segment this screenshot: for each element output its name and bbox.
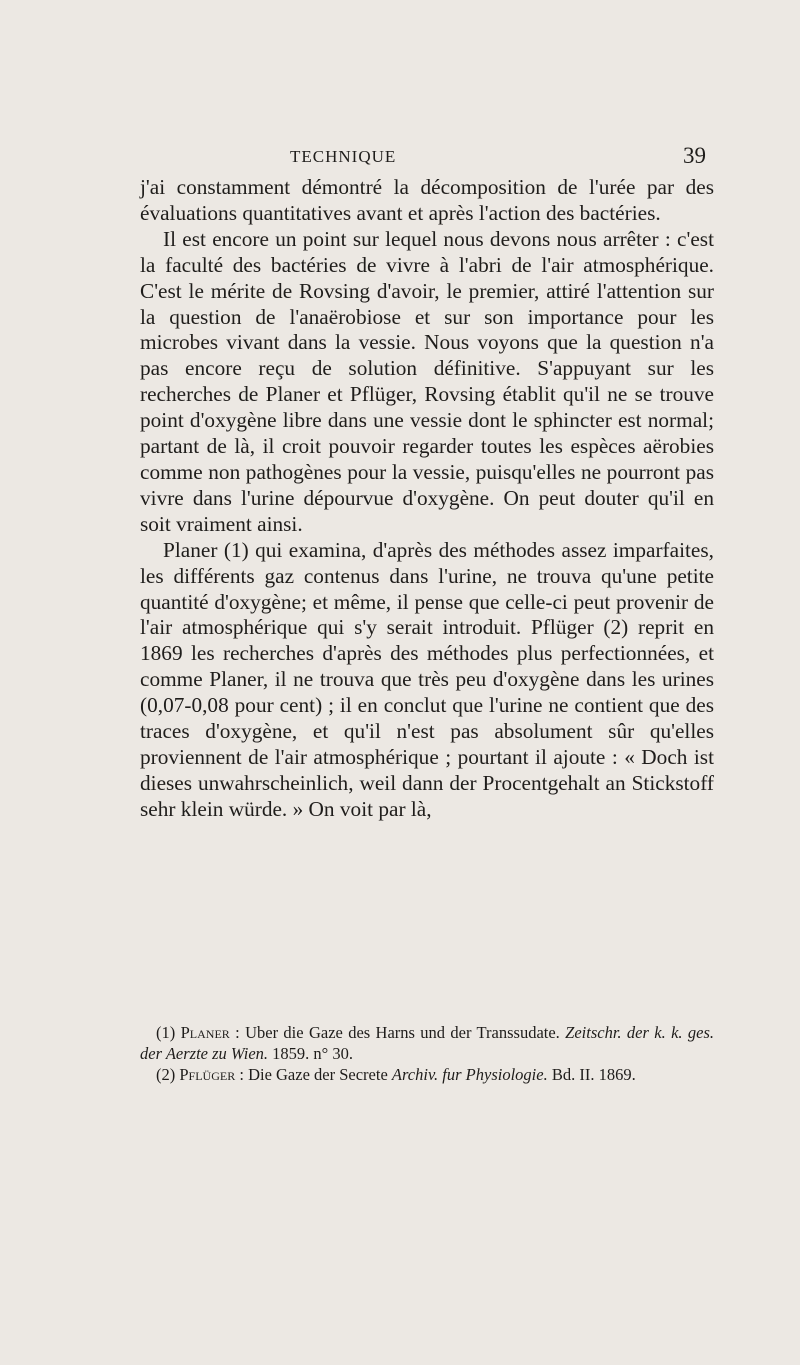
paragraph-2: Il est encore un point sur lequel nous devons nous arrêter : c'est la faculté des bactéries de vivre à l'abri de l'air atmosphérique. C'est le mérite de Rovsing d'avoir, le premier, attiré l'attention sur la question de l'anaërobiose et sur son importance pour les microbes vivant dans la vessie. Nous voyons que la question n'a pas encore reçu de solution définitive. S'appuyant sur les recherches de Planer et Pflüger, Rovsing établit qu'il ne se trouve point d'oxygène libre dans une vessie dont le sphincter est normal; partant de là, il croit pouvoir regarder toutes les espèces aërobies comme non pathogènes pour la vessie, puisqu'elles ne pourront pas vivre dans l'urine dépourvue d'oxygène. On peut douter qu'il en soit vraiment ainsi.: [140, 226, 714, 536]
footnote-2: [140, 1065, 714, 1086]
footnote-1-journal: Zeitschr. der k. k. ges. der Aerzte zu Wien.: [140, 1023, 714, 1063]
footnote-2-details: Bd. II. 1869.: [551, 1065, 636, 1084]
footnote-2-author: Pflüger: [179, 1065, 236, 1084]
page-header: [0, 143, 800, 173]
footnote-2-journal: Archiv. fur Physiologie.: [391, 1065, 548, 1084]
running-head: TECHNIQUE: [290, 147, 397, 166]
main-text: [140, 175, 714, 823]
paragraph-3: Planer (1) qui examina, d'après des méthodes assez imparfaites, les différents gaz contenus dans l'urine, ne trouva qu'une petite quantité d'oxygène; et même, il pense que celle-ci peut provenir de l'air atmosphérique qui s'y serait introduit. Pflüger (2) reprit en 1869 les recherches d'après des méthodes plus perfectionnées, et comme Planer, il ne trouva que très peu d'oxygène dans les urines (0,07-0,08 pour cent) ; il en conclut que l'urine ne contient que des traces d'oxygène, et qu'il n'est pas absolument sûr qu'elles proviennent de l'air atmosphérique ; pourtant il ajoute : « Doch ist dieses unwahrscheinlich, weil dann der Procentgehalt an Stickstoff sehr klein würde. » On voit par là,: [140, 537, 714, 821]
footnotes: [140, 1023, 714, 1087]
paragraph-1: j'ai constamment démontré la décomposition de l'urée par des évaluations quantitatives avant et après l'action des bactéries.: [140, 175, 714, 225]
footnote-1: [140, 1023, 714, 1064]
page-number: 39: [683, 143, 706, 168]
footnote-2-text: : Die Gaze der Secrete: [239, 1065, 388, 1084]
footnote-2-marker: (2): [156, 1065, 176, 1084]
footnote-1-author: Planer: [180, 1023, 230, 1042]
footnote-1-marker: (1): [156, 1023, 176, 1042]
footnote-1-details: 1859. n° 30.: [272, 1043, 353, 1063]
footnote-1-text: : Uber die Gaze des Harns und der Transsudate.: [235, 1023, 560, 1042]
